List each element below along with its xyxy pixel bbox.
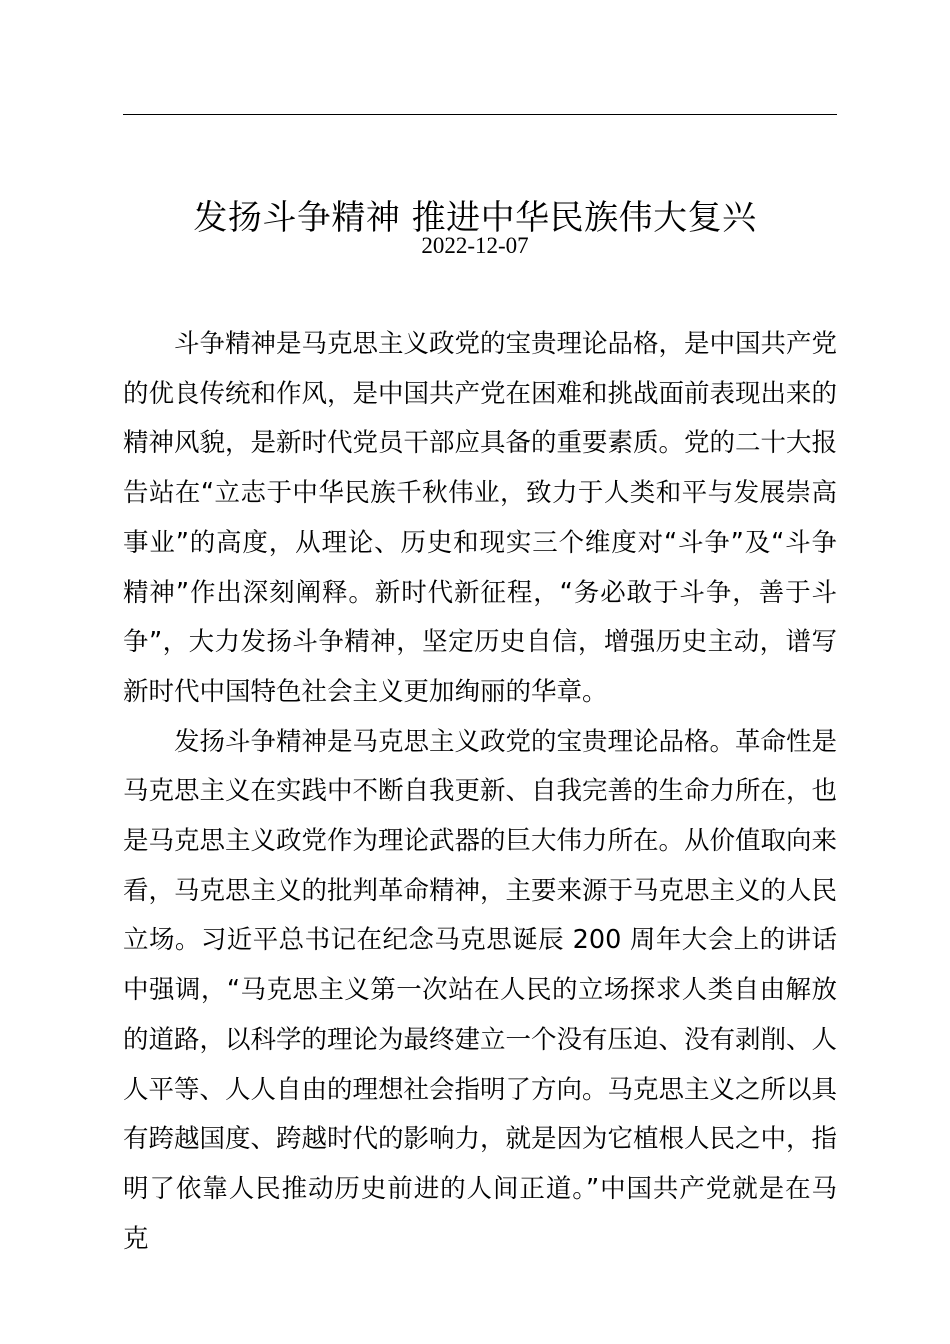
document-title: 发扬斗争精神 推进中华民族伟大复兴 xyxy=(193,197,757,238)
header-rule xyxy=(123,114,837,115)
article-body xyxy=(123,320,837,1264)
paragraph-2: 发扬斗争精神是马克思主义政党的宝贵理论品格。革命性是马克思主义在实践中不断自我更新、自我完善的生命力所在，也是马克思主义政党作为理论武器的巨大伟力所在。从价值取向来看，马克思主义的批判革命精神，主要来源于马克思主义的人民立场。习近平总书记在纪念马克思诞辰 200 周年大会上的讲话中强调，“马克思主义第一次站在人民的立场探求人类自由解放的道路，以科学的理论为最终建立一个没有压迫、没有剥削、人人平等、人人自由的理想社会指明了方向。马克思主义之所以具有跨越国度、跨越时代的影响力，就是因为它植根人民之中，指明了依靠人民推动历史前进的人间正道。”中国共产党就是在马克 xyxy=(123,726,838,1254)
paragraph-1: 斗争精神是马克思主义政党的宝贵理论品格，是中国共产党的优良传统和作风，是中国共产党在困难和挑战面前表现出来的精神风貌，是新时代党员干部应具备的重要素质。党的二十大报告站在“立志于中华民族千秋伟业，致力于人类和平与发展崇高事业”的高度，从理论、历史和现实三个维度对“斗争”及“斗争精神”作出深刻阐释。新时代新征程，“务必敢于斗争，善于斗争”，大力发扬斗争精神，坚定历史自信，增强历史主动，谱写新时代中国特色社会主义更加绚丽的华章。 xyxy=(123,329,838,707)
publish-date: 2022-12-07 xyxy=(421,233,529,258)
